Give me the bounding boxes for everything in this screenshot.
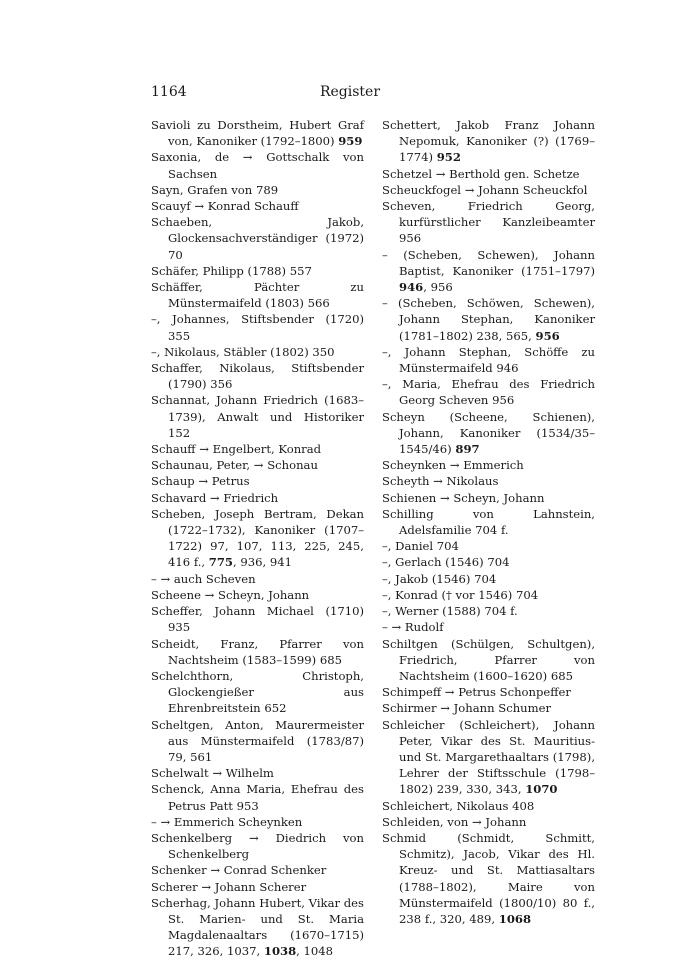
index-entry: Scherer → Johann Scherer (151, 879, 307, 894)
index-entry: –, Maria, Ehefrau des Friedrich Georg Scheven 956 (382, 377, 595, 408)
index-entry: Scheynken → Emmerich (382, 458, 524, 473)
index-entry: – (Scheben, Schewen), Johann Baptist, Kanoniker (1751–1797) 946, 956 (382, 247, 595, 295)
index-entry: Schaffer, Nikolaus, Stiftsbender (1790) 356 (151, 361, 364, 392)
index-entry: Schirmer → Johann Schumer (382, 701, 552, 716)
index-entry: –, Werner (1588) 704 f. (382, 604, 518, 619)
index-entry: Schienen → Scheyn, Johann (382, 490, 545, 505)
index-entry: Schäffer, Pächter zu Münstermaifeld (1803) 566 (151, 280, 364, 311)
index-entry: Saxonia, de → Gottschalk von Sachsen (151, 150, 364, 181)
index-entry: Scauyf → Konrad Schauff (151, 199, 299, 214)
index-entry: Sayn, Grafen von 789 (151, 182, 279, 197)
index-entry: Schmid (Schmidt, Schmitt, Schmitz), Jacob, Vikar des Hl. Kreuz- und St. Mattiasaltars (1788–1802), Maire von Münstermaifeld (1800/10) 80 f., 238 f., 320, 489, 1068 (382, 830, 595, 926)
index-entry: Savioli zu Dorstheim, Hubert Graf von, Kanoniker (1792–1800) 959 (151, 118, 364, 149)
index-entry: Scheven, Friedrich Georg, kurfürstlicher Kanzleibeamter 956 (382, 199, 595, 246)
index-entry: Schleicher (Schleichert), Johann Peter, Vikar des St. Mauritius- und St. Margarethaaltars (1798), Lehrer der Stiftsschule (1798–1802) 239, 330, 343, 1070 (382, 717, 595, 797)
index-entry: –, Gerlach (1546) 704 (382, 555, 510, 570)
index-entry: Schleiden, von → Johann (382, 814, 527, 829)
index-entry: Schavard → Friedrich (151, 490, 279, 505)
index-entry: Schaup → Petrus (151, 474, 250, 489)
index-entry: –, Daniel 704 (382, 539, 459, 554)
index-entry: Schelchthorn, Christoph, Glockengießer aus Ehrenbreitstein 652 (151, 668, 364, 716)
index-entry: – → auch Scheven (151, 571, 256, 586)
index-entry: Scheuckfogel → Johann Scheuckfol (382, 182, 588, 197)
index-entry: Scheyth → Nikolaus (382, 474, 499, 489)
index-entry: –, Johannes, Stiftsbender (1720) 355 (151, 312, 364, 343)
index-entry: Scheene → Scheyn, Johann (151, 587, 310, 602)
running-head: Register (319, 84, 381, 100)
index-entry: Scheben, Joseph Bertram, Dekan (1722–1732), Kanoniker (1707–1722) 97, 107, 113, 225, 245, 416 f., 775, 936, 941 (151, 506, 364, 570)
index-entry: Schenkelberg → Diedrich von Schenkelberg (151, 830, 364, 862)
index-entry: Schilling von Lahnstein, Adelsfamilie 704 f. (382, 506, 595, 538)
index-entry: Schannat, Johann Friedrich (1683–1739), Anwalt und Historiker 152 (151, 393, 364, 440)
right-column (382, 117, 595, 927)
index-entry: Scheffer, Johann Michael (1710) 935 (151, 604, 364, 635)
index-entry: – → Emmerich Scheynken (151, 814, 303, 829)
index-entry: Scheidt, Franz, Pfarrer von Nachtsheim (1583–1599) 685 (151, 636, 364, 667)
index-entry: – → Rudolf (382, 620, 444, 635)
index-entry: Schimpeff → Petrus Schonpeffer (382, 685, 571, 700)
left-column (151, 117, 364, 960)
index-entry: Schelwalt → Wilhelm (151, 766, 274, 781)
index-entry: Schauff → Engelbert, Konrad (151, 442, 322, 457)
index-entry: Schenker → Conrad Schenker (151, 863, 327, 878)
index-entry: Schäfer, Philipp (1788) 557 (151, 263, 312, 278)
index-entry: – (Scheben, Schöwen, Schewen), Johann Stephan, Kanoniker (1781–1802) 238, 565, 956 (382, 296, 595, 343)
index-entry: Schiltgen (Schülgen, Schultgen), Friedrich, Pfarrer von Nachtsheim (1600–1620) 685 (382, 636, 595, 683)
index-entry: Schettert, Jakob Franz Johann Nepomuk, Kanoniker (?) (1769–1774) 952 (382, 118, 595, 165)
index-entry: Schenck, Anna Maria, Ehefrau des Petrus Patt 953 (151, 782, 364, 813)
index-entry: Schetzel → Berthold gen. Schetze (382, 166, 580, 181)
index-entry: Schaunau, Peter, → Schonau (151, 458, 318, 473)
index-entry: –, Jakob (1546) 704 (382, 571, 497, 586)
index-entry: –, Konrad († vor 1546) 704 (382, 587, 539, 602)
index-entry: –, Johann Stephan, Schöffe zu Münstermaifeld 946 (382, 344, 595, 376)
index-entry: Scheltgen, Anton, Maurermeister aus Münstermaifeld (1783/87) 79, 561 (151, 717, 364, 764)
index-entry: Scheyn (Scheene, Schienen), Johann, Kanoniker (1534/35–1545/46) 897 (382, 409, 595, 457)
index-entry: –, Nikolaus, Stäbler (1802) 350 (151, 344, 335, 359)
page-number: 1164 (151, 84, 187, 100)
index-entry: Scherhag, Johann Hubert, Vikar des St. Marien- und St. Maria Magdalenaaltars (1670–1715) 217, 326, 1037, 1038, 1048 (151, 895, 364, 959)
index-entry: Schleichert, Nikolaus 408 (382, 798, 535, 813)
index-entry: Schaeben, Jakob, Glockensachverständiger (1972) 70 (151, 215, 364, 262)
